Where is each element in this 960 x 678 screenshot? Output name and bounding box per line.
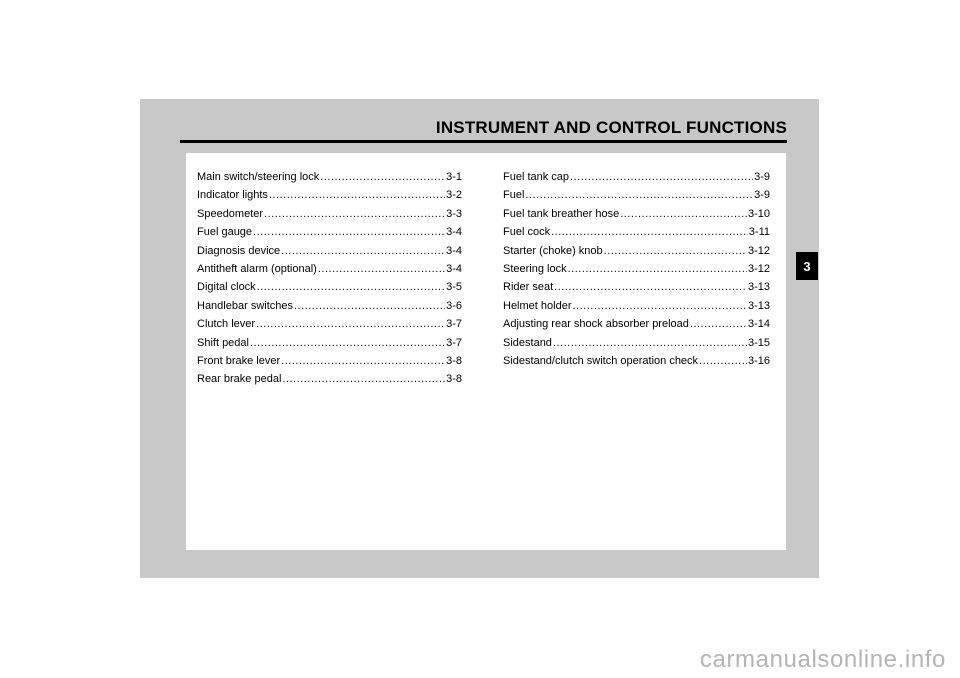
toc-leader-dots (281, 245, 445, 257)
toc-entry-label: Diagnosis device (197, 244, 281, 257)
toc-entry-page: 3-11 (748, 226, 770, 239)
toc-entry[interactable] (197, 300, 462, 318)
chapter-tab: 3 (796, 252, 818, 280)
title-underline (180, 140, 787, 143)
toc-entry-label: Steering lock (503, 262, 567, 275)
toc-leader-dots (690, 318, 747, 330)
toc-entry[interactable] (503, 355, 770, 373)
toc-entry[interactable] (197, 281, 462, 299)
toc-entry-page: 3-13 (747, 299, 770, 312)
toc-leader-dots (264, 208, 445, 220)
toc-leader-dots (572, 300, 746, 312)
toc-leader-dots (294, 300, 445, 312)
toc-entry-page: 3-8 (446, 373, 462, 386)
toc-entry-label: Front brake lever (197, 354, 281, 367)
toc-entry-page: 3-4 (446, 262, 462, 275)
toc-entry-page: 3-4 (446, 226, 462, 239)
toc-leader-dots (282, 373, 445, 385)
toc-leader-dots (281, 355, 445, 367)
toc-entry-page: 3-9 (754, 171, 770, 183)
toc-entry-page: 3-7 (446, 336, 462, 349)
toc-entry[interactable] (197, 208, 462, 226)
toc-entry-label: Sidestand/clutch switch operation check (503, 354, 699, 367)
toc-leader-dots (699, 355, 747, 367)
toc-leader-dots (256, 318, 445, 330)
toc-entry[interactable] (503, 318, 770, 336)
toc-entry-label: Fuel tank breather hose (503, 207, 620, 220)
toc-leader-dots (570, 171, 753, 183)
toc-entry-page: 3-6 (446, 299, 462, 312)
toc-entry-label: Rider seat (503, 281, 554, 294)
toc-entry-page: 3-1 (446, 171, 462, 183)
toc-entry[interactable] (197, 263, 462, 281)
toc-leader-dots (554, 281, 747, 293)
toc-leader-dots (525, 189, 753, 201)
toc-entry[interactable] (503, 226, 770, 244)
toc-entry[interactable] (503, 281, 770, 299)
toc-entry-label: Adjusting rear shock absorber preload (503, 318, 689, 331)
toc-entry-label: Sidestand (503, 336, 552, 349)
toc-entry[interactable] (197, 189, 462, 207)
toc-entry-page: 3-3 (446, 207, 462, 220)
toc-column-left (197, 171, 462, 392)
toc-entry[interactable] (197, 226, 462, 244)
toc-entry-page: 3-4 (446, 244, 462, 257)
toc-leader-dots (553, 337, 747, 349)
toc-entry[interactable] (503, 337, 770, 355)
toc-leader-dots (257, 281, 445, 293)
toc-panel (186, 153, 786, 550)
toc-leader-dots (269, 189, 445, 201)
toc-entry[interactable] (503, 189, 770, 207)
toc-leader-dots (318, 263, 445, 275)
toc-leader-dots (250, 337, 445, 349)
toc-entry-label: Helmet holder (503, 299, 572, 312)
toc-entry-page: 3-7 (446, 318, 462, 331)
toc-leader-dots (620, 208, 747, 220)
toc-entry[interactable] (503, 300, 770, 318)
toc-entry-page: 3-10 (747, 207, 770, 220)
toc-entry-page: 3-8 (446, 354, 462, 367)
toc-entry-page: 3-16 (747, 354, 770, 367)
toc-entry-page: 3-14 (747, 318, 770, 331)
toc-entry[interactable] (197, 171, 462, 189)
toc-leader-dots (320, 171, 445, 183)
toc-entry-label: Main switch/steering lock (197, 171, 320, 183)
toc-entry[interactable] (197, 318, 462, 336)
toc-entry-label: Fuel tank cap (503, 171, 570, 183)
toc-entry-page: 3-9 (754, 189, 770, 202)
toc-leader-dots (551, 226, 748, 238)
toc-entry[interactable] (197, 373, 462, 391)
toc-entry[interactable] (503, 263, 770, 281)
toc-entry[interactable] (197, 355, 462, 373)
toc-entry-label: Rear brake pedal (197, 373, 282, 386)
toc-leader-dots (568, 263, 747, 275)
toc-entry-page: 3-2 (446, 189, 462, 202)
toc-entry[interactable] (503, 245, 770, 263)
toc-entry-label: Speedometer (197, 207, 264, 220)
toc-entry-page: 3-12 (747, 262, 770, 275)
toc-column-right (503, 171, 770, 373)
toc-entry-label: Fuel cock (503, 226, 551, 239)
watermark: carmanualsonline.info (699, 646, 946, 673)
toc-entry-label: Fuel (503, 189, 525, 202)
toc-entry-label: Fuel gauge (197, 226, 253, 239)
page-title: INSTRUMENT AND CONTROL FUNCTIONS (435, 118, 787, 137)
toc-entry-label: Digital clock (197, 281, 256, 294)
toc-entry-label: Handlebar switches (197, 299, 293, 312)
toc-entry-page: 3-5 (446, 281, 462, 294)
toc-entry[interactable] (503, 208, 770, 226)
toc-entry-label: Shift pedal (197, 336, 249, 349)
toc-entry[interactable] (197, 337, 462, 355)
toc-entry-page: 3-15 (747, 336, 770, 349)
toc-entry-label: Antitheft alarm (optional) (197, 262, 317, 275)
toc-entry[interactable] (197, 245, 462, 263)
toc-leader-dots (604, 245, 747, 257)
toc-entry-page: 3-12 (747, 244, 770, 257)
manual-page (140, 99, 819, 578)
toc-leader-dots (253, 226, 445, 238)
toc-entry-label: Indicator lights (197, 189, 268, 202)
toc-entry-page: 3-13 (747, 281, 770, 294)
toc-entry-label: Clutch lever (197, 318, 256, 331)
toc-entry-label: Starter (choke) knob (503, 244, 603, 257)
toc-entry[interactable] (503, 171, 770, 189)
